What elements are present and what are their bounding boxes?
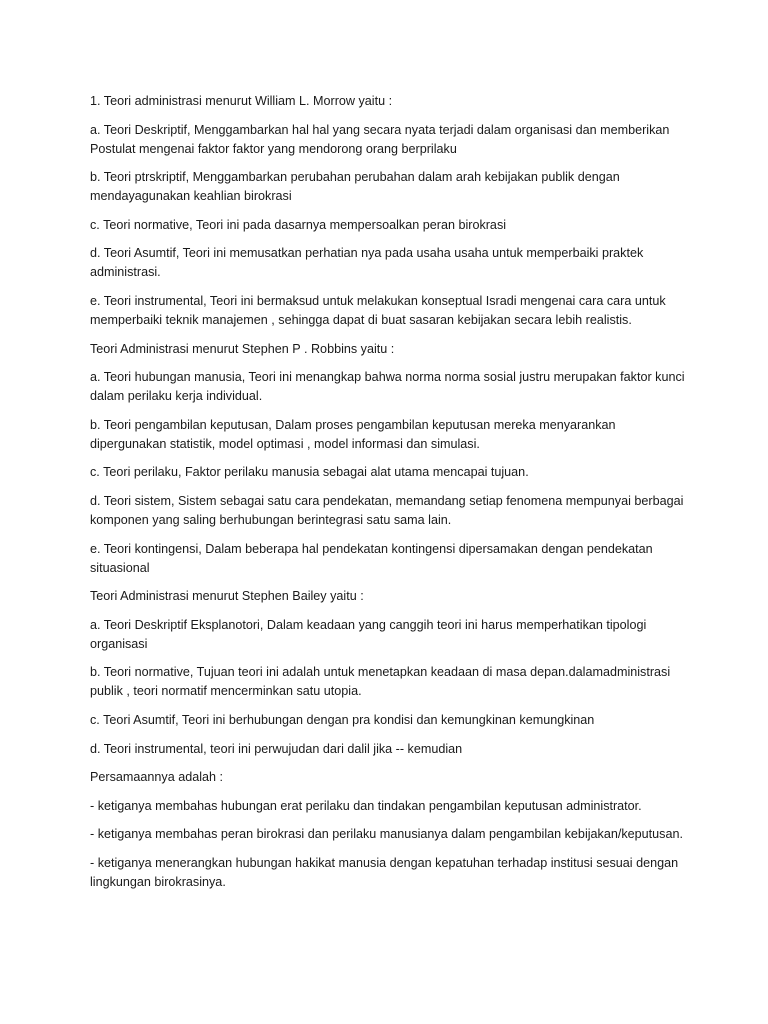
robbins-item-e: e. Teori kontingensi, Dalam beberapa hal pendekatan kontingensi dipersamakan dengan pendekatan situasional (90, 541, 653, 575)
heading-bailey: Teori Administrasi menurut Stephen Bailey yaitu : (90, 589, 364, 604)
robbins-item-b: b. Teori pengambilan keputusan, Dalam proses pengambilan keputusan mereka menyarankan dipergunakan statistik, model optimasi , model informasi dan simulasi. (90, 417, 616, 451)
heading-robbins: Teori Administrasi menurut Stephen P . Robbins yaitu : (90, 341, 395, 356)
heading-morrow: 1. Teori administrasi menurut William L. Morrow yaitu : (90, 94, 393, 108)
similarity-item-1: - ketiganya membahas hubungan erat perilaku dan tindakan pengambilan keputusan administrator. (90, 798, 642, 813)
morrow-item-c: c. Teori normative, Teori ini pada dasarnya mempersoalkan peran birokrasi (90, 217, 507, 232)
similarity-item-2: - ketiganya membahas peran birokrasi dan perilaku manusianya dalam pengambilan kebijakan/keputusan. (90, 827, 683, 842)
heading-persamaan: Persamaannya adalah : (90, 770, 224, 785)
bailey-item-d: d. Teori instrumental, teori ini perwujudan dari dalil jika -- kemudian (90, 741, 463, 756)
bailey-item-b: b. Teori normative, Tujuan teori ini adalah untuk menetapkan keadaan di masa depan.dalamadministrasi publik , teori normatif mencerminkan satu utopia. (90, 665, 671, 699)
robbins-item-d: d. Teori sistem, Sistem sebagai satu cara pendekatan, memandang setiap fenomena mempunyai berbagai komponen yang saling berhubungan berintegrasi satu sama lain. (90, 493, 684, 527)
bailey-item-a: a. Teori Deskriptif Eksplanotori, Dalam keadaan yang canggih teori ini harus memperhatikan tipologi organisasi (90, 617, 647, 651)
document-page (90, 92, 690, 901)
robbins-item-c: c. Teori perilaku, Faktor perilaku manusia sebagai alat utama mencapai tujuan. (90, 465, 529, 480)
morrow-item-d: d. Teori Asumtif, Teori ini memusatkan perhatian nya pada usaha usaha untuk memperbaiki praktek administrasi. (90, 246, 644, 280)
morrow-item-a: a. Teori Deskriptif, Menggambarkan hal hal yang secara nyata terjadi dalam organisasi dan memberikan Postulat mengenai faktor faktor yang mendorong orang berprilaku (90, 122, 670, 156)
morrow-item-e: e. Teori instrumental, Teori ini bermaksud untuk melakukan konseptual Isradi mengenai cara cara untuk memperbaiki teknik manajemen , sehingga dapat di buat sasaran kebijakan secara lebih realistis. (90, 293, 666, 327)
morrow-item-b: b. Teori ptrskriptif, Menggambarkan perubahan perubahan dalam arah kebijakan publik dengan mendayagunakan keahlian birokrasi (90, 170, 620, 204)
robbins-item-a: a. Teori hubungan manusia, Teori ini menangkap bahwa norma norma sosial justru merupakan faktor kunci dalam perilaku kerja individual. (90, 370, 685, 404)
bailey-item-c: c. Teori Asumtif, Teori ini berhubungan dengan pra kondisi dan kemungkinan kemungkinan (90, 712, 595, 727)
similarity-item-3: - ketiganya menerangkan hubungan hakikat manusia dengan kepatuhan terhadap institusi sesuai dengan lingkungan birokrasinya. (90, 855, 679, 889)
